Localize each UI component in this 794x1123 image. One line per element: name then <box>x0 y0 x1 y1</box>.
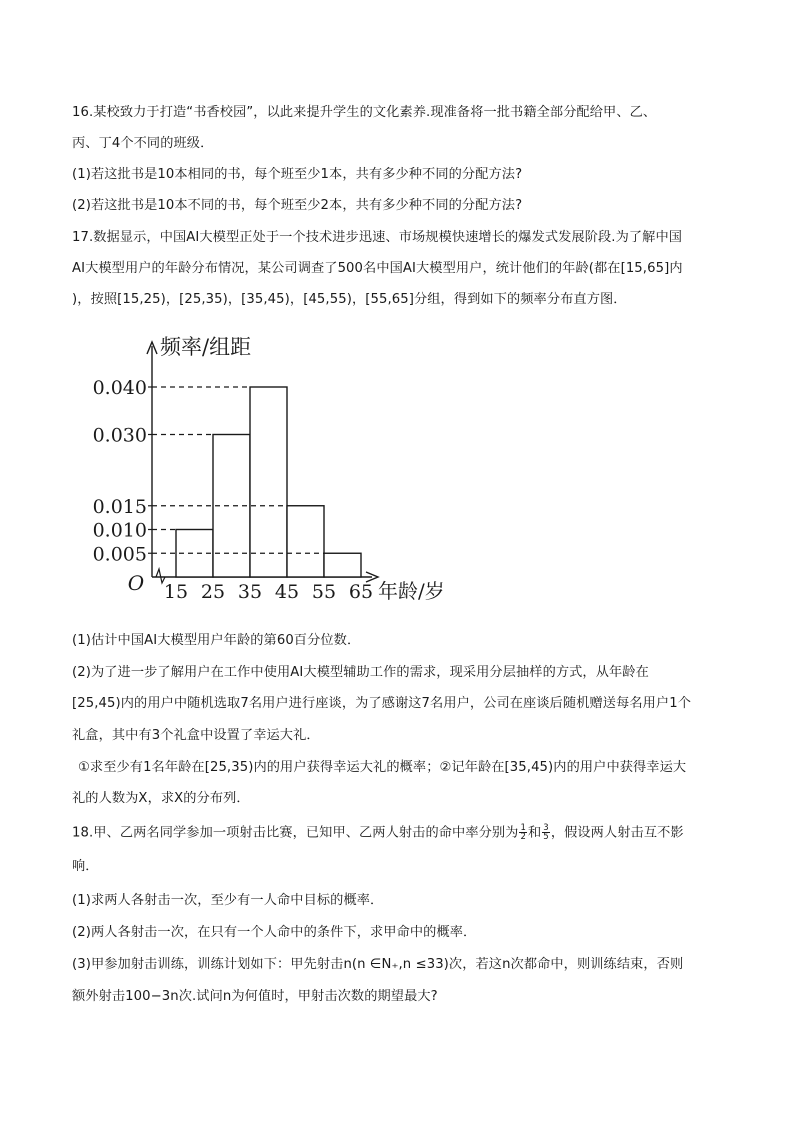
q16-part2: (2)若这批书是10本不同的书，每个班至少2本，共有多少种不同的分配方法? <box>72 198 523 213</box>
x-tick-label: 55 <box>311 581 337 603</box>
q18-part3-line2: 额外射击100−3n次.试问n为何值时，甲射击次数的期望最大? <box>72 989 438 1004</box>
fraction-one-half <box>519 824 527 841</box>
y-axis-title: 频率/组距 <box>160 335 252 359</box>
q17-part2-subquestions: ①求至少有1名年龄在[25,35)内的用户获得幸运大礼的概率；②记年龄在[35,45)内的用户中获得幸运大 <box>78 760 687 775</box>
y-tick-label: 0.030 <box>92 424 147 447</box>
y-tick-label: 0.040 <box>92 377 147 399</box>
q17-stem-line2: AI大模型用户的年龄分布情况，某公司调查了500名中国AI大模型用户，统计他们的年龄(都在[15,65]内 <box>72 261 683 276</box>
q17-stem-line3: )，按照[15,25)，[25,35)，[35,45)，[45,55)，[55,65]分组，得到如下的频率分布直方图． <box>72 292 627 307</box>
q17-part2-line2: [25,45)内的用户中随机选取7名用户进行座谈，为了感谢这7名用户，公司在座谈后随机赠送每名用户1个 <box>72 696 691 711</box>
q18-stem-text-b: 和 <box>528 825 542 841</box>
fraction-denominator: 2 <box>520 832 526 842</box>
x-tick-label: 25 <box>200 581 226 603</box>
histogram-bar <box>287 506 324 577</box>
y-tick-label: 0.010 <box>92 519 147 542</box>
q17-part2-line3: 礼盒，其中有3个礼盒中设置了幸运大礼． <box>72 728 320 743</box>
histogram-bar <box>250 387 287 577</box>
q16-stem-line2: 丙、丁4个不同的班级． <box>72 136 214 151</box>
fraction-numerator: 3 <box>543 823 549 833</box>
x-tick-label: 65 <box>348 581 374 603</box>
fraction-three-fifths <box>542 824 550 841</box>
q17-part2-line5: 礼的人数为X，求X的分布列． <box>72 791 250 806</box>
x-tick-label: 15 <box>163 581 189 603</box>
q18-stem-line2: 响． <box>72 859 99 874</box>
fraction-denominator: 5 <box>543 832 549 842</box>
q18-part1: (1)求两人各射击一次，至少有一人命中目标的概率． <box>72 893 384 908</box>
q18-part3-line1: (3)甲参加射击训练，训练计划如下：甲先射击n(n ∈N₊,n ≤33)次，若这n次都命中，则训练结束，否则 <box>72 957 684 972</box>
x-tick-label: 35 <box>237 581 263 603</box>
q18-stem-line1 <box>72 824 684 843</box>
origin-label: O <box>127 571 145 595</box>
q18-stem-text-c: ，假设两人射击互不影 <box>550 825 684 841</box>
q16-part1: (1)若这批书是10本相同的书，每个班至少1本，共有多少种不同的分配方法? <box>72 167 523 182</box>
q18-part2: (2)两人各射击一次，在只有一个人命中的条件下，求甲命中的概率． <box>72 925 477 940</box>
x-axis-title: 年龄/岁 <box>378 579 445 603</box>
x-tick-label: 45 <box>274 581 300 603</box>
q17-part1: (1)估计中国AI大模型用户年龄的第60百分位数． <box>72 633 361 648</box>
y-tick-label: 0.015 <box>92 495 147 518</box>
frequency-histogram <box>88 330 468 610</box>
q16-stem-line1: 16.某校致力于打造“书香校园”，以此来提升学生的文化素养.现准备将一批书籍全部分配给甲、乙、 <box>72 105 657 120</box>
fraction-numerator: 1 <box>520 823 526 833</box>
q17-stem-line1: 17.数据显示，中国AI大模型正处于一个技术进步迅速、市场规模快速增长的爆发式发展阶段.为了解中国 <box>72 230 683 245</box>
q18-stem-text-a: 18.甲、乙两名同学参加一项射击比赛，已知甲、乙两人射击的命中率分别为 <box>72 825 519 841</box>
y-tick-label: 0.005 <box>92 543 147 566</box>
histogram-bar <box>324 553 361 577</box>
q17-part2-line1: (2)为了进一步了解用户在工作中使用AI大模型辅助工作的需求，现采用分层抽样的方式，从年龄在 <box>72 665 649 680</box>
